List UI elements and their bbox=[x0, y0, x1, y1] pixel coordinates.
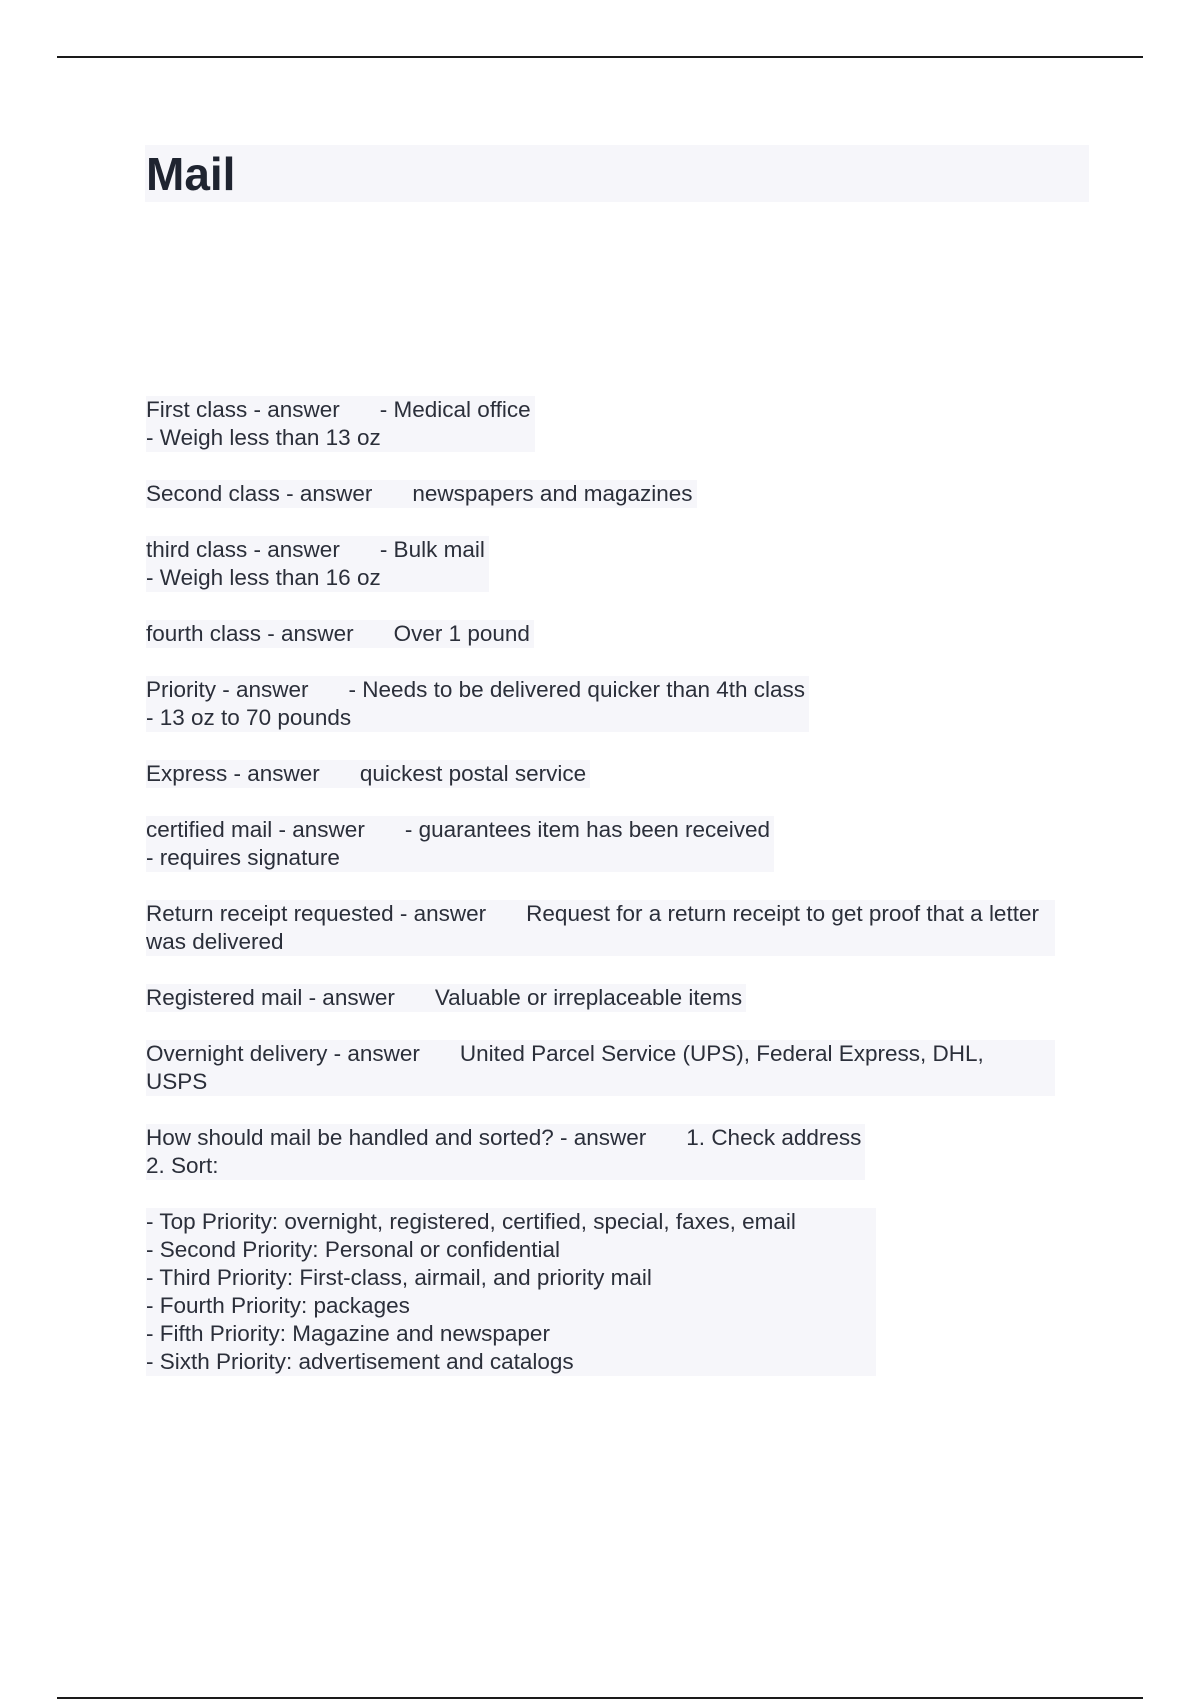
flashcard bbox=[146, 480, 1086, 536]
sort-priority-text: - Top Priority: overnight, registered, certified, special, faxes, email - Second Priority: Personal or confidential - Third Priority: First-class, airmail, and priority mail - Fourth Priority: packages - Fifth Priority: Magazine and newspaper - Sixth Priority: advertisement and catalogs bbox=[146, 1208, 876, 1376]
card-definition: - Needs to be delivered quicker than 4th class - 13 oz to 70 pounds bbox=[146, 677, 806, 730]
card-definition: newspapers and magazines bbox=[412, 481, 693, 506]
flashcard-text bbox=[146, 816, 774, 872]
card-term: certified mail - answer bbox=[146, 817, 365, 842]
card-term: First class - answer bbox=[146, 397, 340, 422]
card-definition: United Parcel Service (UPS), Federal Express, DHL, USPS bbox=[146, 1041, 984, 1094]
flashcard bbox=[146, 900, 1086, 984]
card-term: Second class - answer bbox=[146, 481, 373, 506]
card-definition: - Bulk mail - Weigh less than 16 oz bbox=[146, 537, 485, 590]
flashcard-text bbox=[146, 760, 590, 788]
flashcard bbox=[146, 984, 1086, 1040]
flashcard-text bbox=[146, 1040, 1055, 1096]
card-definition: Over 1 pound bbox=[393, 621, 530, 646]
flashcard bbox=[146, 1040, 1086, 1124]
flashcard-text bbox=[146, 900, 1055, 956]
flashcard-text bbox=[146, 620, 534, 648]
card-definition: Request for a return receipt to get proof that a letter was delivered bbox=[146, 901, 1039, 954]
card-definition: Valuable or irreplaceable items bbox=[434, 985, 743, 1010]
card-term: Return receipt requested - answer bbox=[146, 901, 487, 926]
flashcard bbox=[146, 760, 1086, 816]
page-title: Mail bbox=[146, 148, 236, 200]
card-term: Priority - answer bbox=[146, 677, 309, 702]
card-term: How should mail be handled and sorted? - answer bbox=[146, 1125, 647, 1150]
flashcard-text bbox=[146, 676, 809, 732]
flashcard-list bbox=[146, 396, 1086, 1376]
flashcard bbox=[146, 676, 1086, 760]
card-term: fourth class - answer bbox=[146, 621, 354, 646]
flashcard-text bbox=[146, 396, 535, 452]
top-rule bbox=[57, 56, 1143, 58]
card-definition: - guarantees item has been received - requires signature bbox=[146, 817, 771, 870]
card-term: third class - answer bbox=[146, 537, 340, 562]
card-term: Registered mail - answer bbox=[146, 985, 395, 1010]
flashcard-text bbox=[146, 1124, 865, 1180]
card-definition: - Medical office - Weigh less than 13 oz bbox=[146, 397, 531, 450]
card-term: Express - answer bbox=[146, 761, 320, 786]
bottom-rule bbox=[57, 1697, 1143, 1699]
flashcard bbox=[146, 396, 1086, 480]
flashcard-text bbox=[146, 984, 746, 1012]
flashcard bbox=[146, 620, 1086, 676]
title-background bbox=[145, 145, 1089, 202]
card-definition: 1. Check address 2. Sort: bbox=[146, 1125, 862, 1178]
flashcard-text bbox=[146, 480, 697, 508]
sort-priority-list bbox=[146, 1208, 1086, 1376]
flashcard bbox=[146, 1124, 1086, 1208]
card-definition: quickest postal service bbox=[359, 761, 587, 786]
card-term: Overnight delivery - answer bbox=[146, 1041, 420, 1066]
flashcard bbox=[146, 536, 1086, 620]
flashcard-text bbox=[146, 536, 489, 592]
flashcard bbox=[146, 816, 1086, 900]
